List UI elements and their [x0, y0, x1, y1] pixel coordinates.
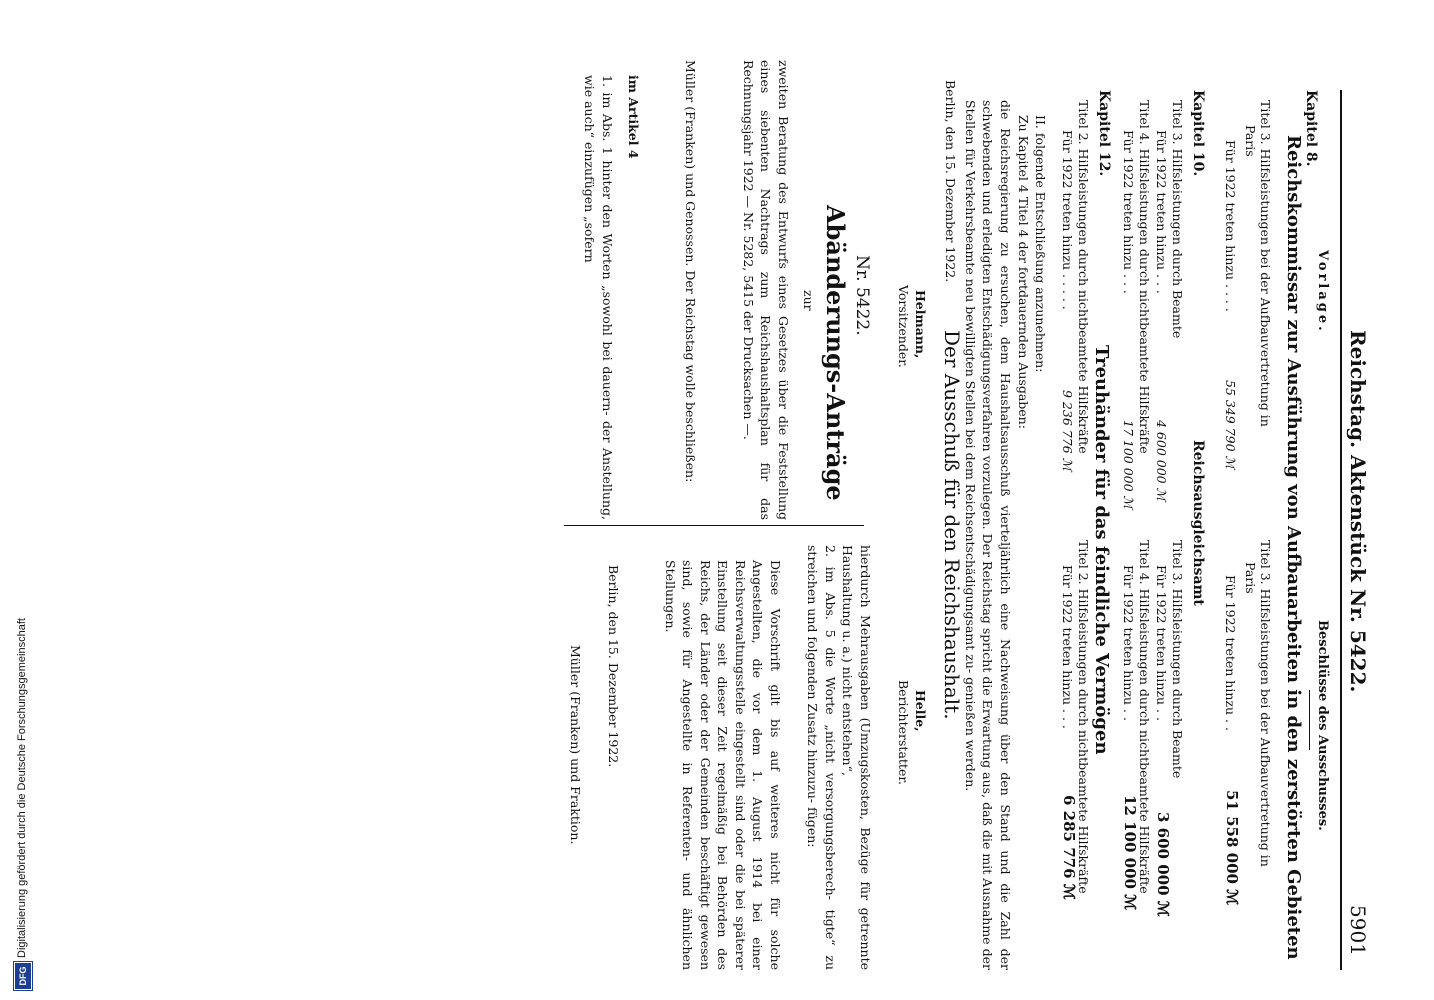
- drucksache-number: Nr. 5422.: [852, 255, 872, 336]
- mueller-antrag: Müller (Franken) und Genossen. Der Reichstag wolle beschließen:: [683, 60, 698, 483]
- entschliessung-sub: Zu Kapitel 4 Titel 4 der fortdauernden Ausgaben:: [1016, 115, 1031, 429]
- vorlage-signer: Helmann,: [913, 290, 928, 359]
- r-k12-t2-text: Für 1922 treten hinzu . . .: [1060, 565, 1075, 729]
- r-k8-titel: Titel 3. Hilfsleistungen bei der Aufbauvertretung in: [1258, 540, 1273, 867]
- header-rule: [1340, 90, 1342, 970]
- heading-rule: [1309, 690, 1310, 750]
- k10-t3-amount: 4 600 000 ℳ: [1154, 420, 1169, 501]
- page-number: 5901: [1346, 905, 1370, 956]
- treuhaender-title: Treuhänder für das feindliche Vermögen: [1091, 345, 1112, 755]
- r-k10-t4-text: Für 1922 treten hinzu . .: [1121, 565, 1136, 721]
- r-k12-titel-2: Titel 2. Hilfsleistungen durch nichtbeamtete Hilfskräfte: [1076, 540, 1091, 894]
- antraege-intro: zweiten Beratung des Entwurfs eines Gesetzes über die Feststellung eines siebenten Nachtrags zum Reichshaushaltsplan für das Rechnungsjahr 1922 — Nr. 5282, 5415 der Drucksachen —.: [741, 60, 791, 520]
- column-divider: [564, 525, 864, 526]
- k8-titel: Titel 3. Hilfsleistungen bei der Aufbauvertretung in: [1258, 100, 1273, 427]
- artikel-4: im Artikel 4: [626, 75, 641, 159]
- k8-titel-2: Paris: [1243, 125, 1258, 157]
- kapitel-8: Kapitel 8.: [1303, 90, 1319, 167]
- ausschuss-name: Der Ausschuß für den Reichshaushalt.: [940, 330, 964, 720]
- r-k10-titel-4: Titel 4. Hilfsleistungen durch nichtbeamtete Hilfskräfte: [1137, 540, 1152, 894]
- antrag-item-1: 1. im Abs. 1 hinter den Worten „sowohl bei dauern- der Anstellung, wie auch“ einzufügen „sofern: [582, 75, 615, 520]
- page-header: Reichstag. Aktenstück Nr. 5422.: [1346, 330, 1370, 693]
- antrag-item-2: 2. im Abs. 5 die Worte „nicht versorgungsberech- tigte“ zu streichen und folgenden Zusatz hinzuzu- fügen:: [805, 545, 838, 970]
- kapitel-12: Kapitel 12.: [1096, 90, 1112, 177]
- vorlage-signer-role: Vorsitzender.: [896, 285, 911, 368]
- zur-label: zur: [801, 290, 816, 311]
- ausschuss-signer: Helle,: [913, 690, 928, 732]
- dfg-logo: DFG: [14, 962, 32, 990]
- k12-t2-text: Für 1922 treten hinzu . . . . .: [1060, 130, 1075, 310]
- antrag-continuation: hierdurch Mehrausgaben (Umzugskosten, Bezüge für getrennte Haushaltung u. a.) nicht entstehen“,: [840, 545, 873, 970]
- abaenderungs-antraege: Abänderungs-Anträge: [821, 205, 850, 501]
- r-k10-t4-amount: 12 100 000 ℳ: [1121, 795, 1139, 911]
- k10-titel-3: Titel 3. Hilfsleistungen durch Beamte: [1170, 100, 1185, 339]
- k10-t3-text: Für 1922 treten hinzu . . .: [1154, 130, 1169, 294]
- r-k8-titel-2: Paris: [1243, 562, 1258, 594]
- entschliessung-text: die Reichsregierung zu ersuchen, dem Haushaltsausschuß vierteljährlich eine Nachweisung über den Stand und die Zahl der schwebenden und erledigten Entschädigungsverfahren vorzulegen. Der Reichstag spricht die Erwartung aus, daß die mit Ausnahme der Stellen für Verkehrsbeamte neu bewilligten Stellen bei dem Reichsentschädigungsamt zu- genießen werden.: [963, 100, 1013, 970]
- k12-titel-2: Titel 2. Hilfsleistungen durch nichtbeamtete Hilfskräfte: [1076, 100, 1091, 454]
- kapitel-8-title: Reichskommissar zur Ausführung von Aufbauarbeiten in den zerstörten Gebieten: [1283, 135, 1304, 960]
- dfg-credit: Digitalisierung gefördert durch die Deutsche Forschungsgemeinschaft: [16, 618, 28, 958]
- ausschuss-heading: Beschlüsse des Ausschusses.: [1315, 620, 1330, 831]
- k8-amount: 55 349 790 ℳ: [1223, 380, 1238, 469]
- r-k10-titel-3: Titel 3. Hilfsleistungen durch Beamte: [1170, 540, 1185, 779]
- k12-t2-amount: 9 236 776 ℳ: [1060, 390, 1075, 471]
- r-k12-t2-amount: 6 285 776 ℳ: [1060, 795, 1078, 900]
- entschliessung-heading: II. folgende Entschließung anzunehmen:: [1033, 115, 1048, 373]
- r-k10-t3-text: Für 1922 treten hinzu . .: [1154, 565, 1169, 721]
- k10-t4-text: Für 1922 treten hinzu . . .: [1121, 130, 1136, 294]
- kapitel-10: Kapitel 10.: [1190, 90, 1206, 177]
- vorlage-heading: Vorlage.: [1315, 250, 1330, 334]
- r-k8-amount-text: Für 1922 treten hinzu . .: [1223, 575, 1238, 731]
- vorlage-date: Berlin, den 15. Dezember 1922.: [943, 80, 958, 283]
- antrag-quote: Diese Vorschrift gilt bis auf weiteres nicht für solche Angestellten, die vor dem 1. August 1914 bei einer Reichsverwaltungsstelle eingestellt sind oder die bei späterer Einstellung seit dieser Zeit regelmäßig bei Behörden des Reichs, der Länder oder der Gemeinden beschäftigt gewesen sind, sowie für Angestellte in Referenten- und ähnlichen Stellungen.: [663, 560, 783, 970]
- k10-t4-amount: 17 100 000 ℳ: [1121, 420, 1136, 509]
- antraege-signers: Müller (Franken) und Fraktion.: [568, 645, 583, 845]
- antraege-date: Berlin, den 15. Dezember 1922.: [606, 565, 621, 768]
- dfg-footer: [14, 0, 34, 1000]
- ausschuss-signer-role: Berichterstatter.: [896, 680, 911, 785]
- k10-titel-4: Titel 4. Hilfsleistungen durch nichtbeamtete Hilfskräfte: [1137, 100, 1152, 454]
- r-k8-amount: 51 558 000 ℳ: [1223, 790, 1241, 906]
- r-k10-t3-amount: 3 600 000 ℳ: [1154, 812, 1172, 917]
- reichsausgleichsamt-title: Reichsausgleichsamt: [1190, 440, 1206, 606]
- k8-amount-text: Für 1922 treten hinzu . . . .: [1223, 140, 1238, 312]
